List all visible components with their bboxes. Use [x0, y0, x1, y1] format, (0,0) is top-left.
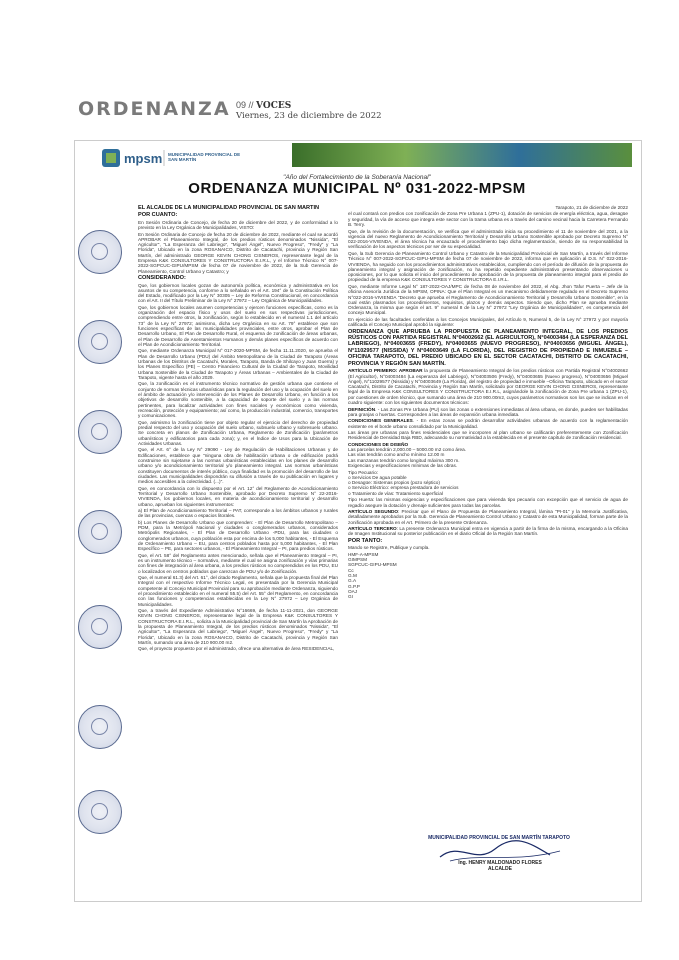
paragraph: Que, en concordancia con lo dispuesto por el Art. 12° del Reglamento de Acondicionamiento Territorial y Desarrollo Urbano Sostenible, aprobado por Decreto Supremo N° 22-2016-VIVIENDA, los gobiernos locales, en materia de acondicionamiento territorial y desarrollo urbano, aprueban los siguientes instrumentos: [138, 485, 338, 507]
seal-icon [78, 705, 122, 749]
svg-text:mpsm: mpsm [124, 151, 163, 166]
paragraph: En ejercicio de las facultades conferidas a los Concejos Municipales, del Artículo 9, Numeral 5, de la Ley N° 27972 y por mayoría calificada el Concejo Municipal aprobó la siguiente: [348, 316, 628, 328]
paragraph: Mando se Registre, Publique y cumpla. [348, 545, 430, 551]
section-heading: POR TANTO: [348, 537, 383, 544]
paragraph [348, 526, 628, 537]
paragraph [348, 368, 628, 405]
paragraph: a) El Plan de Acondicionamiento Territorial – PAT, corresponde a los ámbitos urbanos y rurales de las provincias, cuencas o espacios litorales. [138, 508, 338, 519]
article-label: CONDICIONES DE DISEÑO [348, 441, 409, 447]
municipality-logo [102, 147, 252, 169]
paragraph [348, 442, 628, 468]
paragraph: Que, el numeral 61.3) del Art. 61°, del citado Reglamento, señala que la propuesta final del Plan Integral con el respectivo Informe Técnico Legal, es presentada por la Gerencia Municipal competente al Concejo Municipal Provincial para su aprobación mediante Ordenanza, siguiendo el procedimiento establecido en el numeral 55.5) del Art. 55° del Reglamento, en concordancia con las funciones y competencias establecidas en la Ley N° 27972 – Ley Orgánica de Municipalidades. [138, 575, 338, 607]
paragraph [348, 509, 628, 525]
municipality-logo-text: MUNICIPALIDAD PROVINCIAL DE SAN MARTÍN [168, 152, 241, 162]
motto: "Año del Fortalecimiento de la Soberanía Nacional" [283, 174, 431, 181]
paragraph: Que, los gobiernos locales gozan de autonomía política, económica y administrativa en los asuntos de su competencia, conforme a lo señalado en el Art. 194° de la Constitución Política del Estado, modificado por la Ley N° 30305 – Ley de Reforma Constitucional, en concordancia con el Art. II del Título Preliminar de la Ley N° 27972 – Ley Orgánica de Municipalidades. [138, 282, 338, 304]
header-banner-image [292, 143, 632, 167]
paragraph: Que, el Art. 6° de la Ley N° 29090 - Ley de Regulación de Habilitaciones Urbanas y de Edificaciones, establece que "ninguna obra de habilitación urbana o de edificación podrá construirse sin sujetarse a las normas urbanísticas establecidas en los planes de desarrollo urbano y/o acondicionamiento territorial y/o planeamiento integral. Las normas urbanísticas constituyen documentos de interés público, cuya finalidad es la promoción del desarrollo de las ciudades. Las municipalidades dispondrán su difusión a través de su publicación en lugares y medios accesibles a la colectividad. (...)". [138, 447, 338, 485]
paragraph: Que, mediante Ordenanza Municipal N° 017-2020-MPSM, de fecha 11.11.2020, se aprueba el Plan de Desarrollo Urbano (PDU) del Ámbito Metropolitano de la Ciudad de Tarapoto (Áreas Urbanas de los Distritos de Cacatachi, Morales, Tarapoto, Banda de Shilcayo y Juan Guerra) y los Planes Específico (PE) – Centro Financiero Cultural de la Ciudad de Tarapoto, Movilidad Urbana Sostenible de la Ciudad de Tarapoto y Áreas Urbanas – Ambientales de la Ciudad de Tarapoto, vigente hasta el año 2029. [138, 348, 338, 380]
seal-icon [78, 230, 122, 274]
paragraph: Que, la zonificación es el instrumento técnico normativo de gestión urbana que contiene el conjunto de normas técnicas urbanísticas para la regulación del uso y la ocupación del suelo en el ámbito de actuación y/o intervención de los Planes de Desarrollo Urbano, en función a los objetivos de desarrollo sostenible, a la capacidad de soporte del suelo y a las normas pertinentes, para localizar actividades con fines sociales y económicos como vivienda, recreación, protección y equipamiento; así como, la producción industrial, comercio, transportes y comunicaciones. [138, 381, 338, 419]
paragraph: Que, mediante Informe Legal N° 187-2022-OAJ/MPC de fecha 08 de noviembre del 2022, el Abg. Jhon Tafur Puerta – Jefe de la oficina Asesoría Jurídica de la MPSM, OPINA: Que el Plan Integral es un mecanismo debidamente regulado en el Decreto Supremo N°022-2016-VIVIENDA "Decreto que aprueba el Reglamento de Acondicionamiento Territorial y Desarrollo Urbano Sostenible", en la cual están plasmados los procedimientos, requisitos, plazos y demás aspectos. Siendo que, dicho Plan se aprueba mediante Ordenanza, la misma que según el art. 9° numeral 8 de la Ley N° 27972 "Ley Orgánica de Municipalidades", es competencia del concejo Municipal. [348, 283, 628, 316]
article-text: la propuesta de Planeamiento Integral de los predios rústicos con Partida Registral N°04002662 (El Agricultor), N°04003484 (La esperanza del Labriego), N°04003506 (Fredy), N°04003655 (Nuevo progreso), N°04003656 (Miguel Ángel), N°11029577 (Nissida) y N°04003649 (La Florida), del registro de propiedad e inmueble –Oficina Tarapoto, ubicado en el sector Cacatachi, Distrito de Cacatachi, Provincia y Región San Martín, solicitado por GEORGE KEVIN CHONG CISNEROS, representante legal de la Empresa K&K CONSULTORES Y CONSTRUCTORA E.I.R.L, asignándole la zonificación de Zona Pre urbana 1 (ZPU-1), por cuestiones de orden técnico, que sumando una área de 210 900.00m2, cuyos parámetros normativos son los que se indican en el cuadro siguiente: con los siguientes documentos técnicos: [348, 368, 628, 406]
text-column-right [348, 205, 628, 601]
section-heading: CONSIDERANDO: [138, 275, 186, 282]
paragraph: Tipo Huerta: las mismas exigencias y especificaciones que para vivienda tipo pecuario con excepción que el servicio de agua de regadío asegure la dotación y drenaje suficientes para todas las parcelas. [348, 497, 628, 508]
article-text: : Precisar que el Plano de Propuesta de Planeamiento Integral, lámina "PI-01" y la Memoria Justificativa, detalladamente aprobados por la Sub. Gerencia de Planeamiento Control Urbano y Catastro de esta Municipalidad, forman parte de la zonificación aprobada en el Art. Primero de la presente Ordenanza. [348, 509, 629, 525]
text-column-left [138, 205, 338, 653]
paragraph: Que, el proyecto propuesto por el administrado, ofrece una alternativa de área RESIDENCIAL, [138, 646, 335, 652]
article-text: . - En estas zonas se podrán desarrollar actividades urbanas de acuerdo con la reglamentación existente en el borde urbano consolidado por la Municipalidad. [348, 418, 628, 429]
section-heading: EL ALCALDE DE LA MUNICIPALIDAD PROVINCIAL DE SAN MARTIN [138, 205, 320, 211]
paragraph: Que, asimismo la zonificación tiene por objeto regular el ejercicio del derecho de propiedad predial respecto del uso y ocupación del suelo urbano, subsuelo urbano y sobresuelo urbano. Se concreta en planos de Zonificación Urbana, Reglamento de Zonificación (parámetros urbanísticos y edificatorios para cada zona); y, en el Índice de Usos para la Ubicación de Actividades Urbanas. [138, 419, 338, 446]
seal-column [76, 210, 124, 830]
paragraph: Tipo Pecuario: o Servicios De agua potable o Desagüe: Sistemas propios (pozo séptico) o Servicio Eléctrico: empresa prestadora de servicios o Tratamiento de vías: Tratamiento superficial [348, 469, 459, 496]
article-text: Las parcelas tendrán 2,000.00 – 5000.00 m2 como área. Las vías tendrán como ancho mínimo 12.00 m Las manzanas tendrán como longitud máxima 300 m. Exigencias y especificaciones mínimas de las obras. [348, 447, 467, 469]
paragraph: En Sesión Ordinaria de Concejo de fecha 20 de diciembre de 2022, mediante el cual se acordó APROBAR el Planeamiento Integral, de los predios rústicos denominados "Nissida", "El Agricultor", "La Esperanza del Labriego", "Miguel Ángel", Nuevo Progreso", "Fredy" y "La Florida", Ubicado en la zona ROSANAICO, Distrito de Cacatachi, provincia y Región San Martín, del administrado GEORGE KEVIN CHONG CISNEROS, representante legal de la Empresa K&K CONSULTORES Y CONSTRUCTORA E.I.R.L, y el Informe Técnico N° 007-2022-SGPCUC-GIPU/MPSM de fecha 07 de noviembre de 2022, de la Sub Gerencia de Planeamiento, Control Urbano y Catastro; y [138, 231, 338, 274]
section-heading: POR CUANTO: [138, 212, 178, 219]
paragraph [348, 418, 628, 429]
paragraph: Que, el Art. 58° del Reglamento antes mencionado, señala que el Planeamiento Integral – PI, es un instrumento técnico – normativo, mediante el cual se asigna zonificación y vías primarias con fines de integración al área urbana, a los predios rústicos no comprendidos en los PDU, EU o localizados en centros poblados que carezcan de PDU y/o de Zonificación. [138, 552, 338, 574]
paragraph: En Sesión Ordinaria de Concejo, de fecha 20 de diciembre del 2022, y de conformidad a lo previsto en la Ley Orgánica de Municipalidades, VISTO: [138, 219, 338, 231]
signatory-block [425, 860, 575, 872]
paper-name: VOCES [256, 101, 292, 111]
ordinance-title: ORDENANZA MUNICIPAL Nº 031-2022-MPSM [188, 180, 526, 197]
article-label: DEFINICIÓN [348, 406, 376, 412]
paragraph: Que, a través del Expediente Administrativo N°16669, de fecha 11-11-2021, don GEORGE KEVIN CHONG CISNEROS, representante legal de la Empresa K&K CONSULTORES Y CONSTRUCTORA E.I.R.L., solicita a la Municipalidad provincial de San Martín la Aprobación de la propuesta de Planeamiento Integral, de los predios rústicos denominados "Nissida", "El Agricultor", "La Esperanza del Labriego", "Miguel Ángel", Nuevo Progreso", "Fredy" y "La Florida", Ubicado en la zona ROSANAICO, Distrito de Cacatachi, provincia y Región San Martín, sumando una área de 210 900.00 m2. [138, 608, 339, 645]
stamp-text: MUNICIPALIDAD PROVINCIAL DE SAN MARTÍN TARAPOTO [428, 835, 570, 841]
page-header [78, 98, 638, 124]
section-title: ORDENANZA [78, 98, 231, 120]
paragraph: HMF-A-MPSM GIMPSM SGPCUC-GIPU-MPSM Cc G.M G.A G.P.P OAJ GI [348, 551, 397, 600]
article-label: ARTÍCULO SEGUNDO [348, 509, 399, 515]
article-text: : La presente Ordenanza Municipal entra en vigencia a partir de la firma de la misma, encargando a la Oficina de Imagen Institucional su posterior publicación en el diario Oficial de la Región San Martín. [348, 526, 629, 537]
seal-icon [78, 410, 122, 454]
issue-date: Viernes, 23 de diciembre de 2022 [236, 111, 382, 121]
paragraph: el cual contará con predios con zonificación de Zona Pre Urbana 1 (ZPU-1), dotación de servicios de energía eléctrica, agua, desagüe y seguridad, la vía de acceso que integra este sector con la trama urbana es a través del camino vecinal hacia la Carretera Fernando B. Terry. [348, 211, 628, 228]
seal-icon [78, 790, 122, 834]
seal-icon [78, 605, 122, 649]
article-text: . - Las Zonas Pre Urbana (PU) son las zonas o extensiones inmediatas al área urbana, en donde, pueden ser habilitadas para granjas o huertas. Corresponden a las áreas de expansión urbana inmediata. [348, 406, 628, 417]
seal-icon [78, 320, 122, 364]
signatory-role: ALCALDE [488, 866, 512, 872]
article-label: CONDICIONES GENERALES [348, 418, 413, 424]
paragraph: b) Los Planes de Desarrollo Urbano que comprenden: - El Plan de Desarrollo Metropolitano – PDM, para la Metrópoli Nacional y ciudades o conglomerados urbanos, considerados Metrópolis Regionales, - El Plan de Desarrollo Urbano -PDU, para las ciudades o conglomerados urbanos, cuya población esta por encima de los 5,000 habitantes, - El Esquema de Ordenamiento Urbano – EU, para centros poblados hasta por 5,000 habitantes, - El Plan Específico – PE, para sectores urbanos, - El Planeamiento Integral – PI, para predios rústicos. [138, 519, 338, 552]
ordinance-heading: ORDENANZA QUE APRUEBA LA PROPUESTA DE PLANEAMIENTO INTEGRAL, DE LOS PREDIOS RÚSTICOS CON PARTIDA REGISTRAL N°04002662 (EL AGRICULTOR), N°04003484 (LA ESPERANZA DEL LABRIEGO), N°04003655 (FREDY), N°04003655 (NUEVO PROGRESO), N°04003656 (MIGUEL ÁNGEL), N°11029577 (NISSIDA) Y N°04003649 (LA FLORIDA), DEL REGISTRO DE PROPIEDAD E INMUEBLE –OFICINA TARAPOTO, DEL PREDIO UBICADO EN EL SECTOR CACATACHI, DISTRITO DE CACATACHI, PROVINCIA Y REGIÓN SAN MARTÍN. [348, 328, 628, 367]
signatory-name: Ing. HENRY MALDONADO FLORES [458, 860, 542, 866]
paragraph: Que, la Sub Gerencia de Planeamiento Control Urbano y Catastro de la Municipalidad Provincial de San Martín, a través del Informe Técnico N° 007-2022-SGPCUC-GIPU-MPSM de fecha 07 de noviembre de 2022, informa que en aplicación al D.S. N° 022-2016-VIVIENDA, ha seguido con los procedimientos administrativos establecidos, cumpliendo con el período de difusión de la propuesta de planeamiento integral y asignación de zonificación, no ha repetido expediente administrativo presentando observaciones u oposiciones, por lo que solicita el inicio del procedimiento de aprobación de la propuesta de planeamiento integral para el predio de propiedad de la empresa K&K CONSULTORES Y CONSTRUCTORA E.I.R.L. [348, 250, 628, 283]
seal-icon [78, 510, 122, 554]
article-label: ARTÍCULO TERCERO [348, 526, 397, 532]
page-number: 09 [236, 100, 247, 110]
paragraph: Que, de la revisión de la documentación, se verifica que el administrado inicia su procedimiento el 11 de noviembre del 2021, a la vigencia del nuevo Reglamento de Acondicionamiento Territorial y Desarrollo Urbano Sostenible aprobado por Decreto Supremo N° 022-2016-VIVIENDA, el área técnica ha encauzado el procedimiento bajo dicha reglamentación, siendo de su responsabilidad la verificación de los aspectos técnicos por ser de su especialidad. [348, 228, 628, 250]
paragraph: Que, los gobiernos locales asumen competencias y ejercen funciones específicas, como es la organización del espacio físico y usos del suelo en sus respectivas jurisdicciones, comprendiendo entre otros, la zonificación, según lo establecido en el numeral 1.1 del artículo 73° de la Ley N° 27972; asimismo, dicha Ley Orgánica en su Art. 79° establece que son funciones específicas de las municipalidades provinciales, entre otros, aprobar el Plan de Desarrollo Urbano, El Plan de Desarrollo Rural, el esquema de zonificación de áreas urbanas, el Plan de Desarrollo de Asentamientos Humanos y demás planes específicos de acuerdo con el Plan de Acondicionamiento Territorial. [138, 304, 338, 347]
paragraph: Las áreas pre urbanas para fines residenciales que se incorporen al plan urbano se calificarán preferentemente con Zonificación Residencial de Densidad Baja RBD, adecuando su normatividad a la establecida en el presente capítulo de zonificación residencial. [348, 430, 628, 441]
article-label: ARTÍCULO PRIMERO: APROBAR [348, 368, 423, 374]
place-date: Tarapoto, 21 de diciembre de 2022 [555, 205, 628, 210]
paragraph [348, 407, 628, 418]
page-number-line: 09 // VOCES [236, 100, 292, 111]
